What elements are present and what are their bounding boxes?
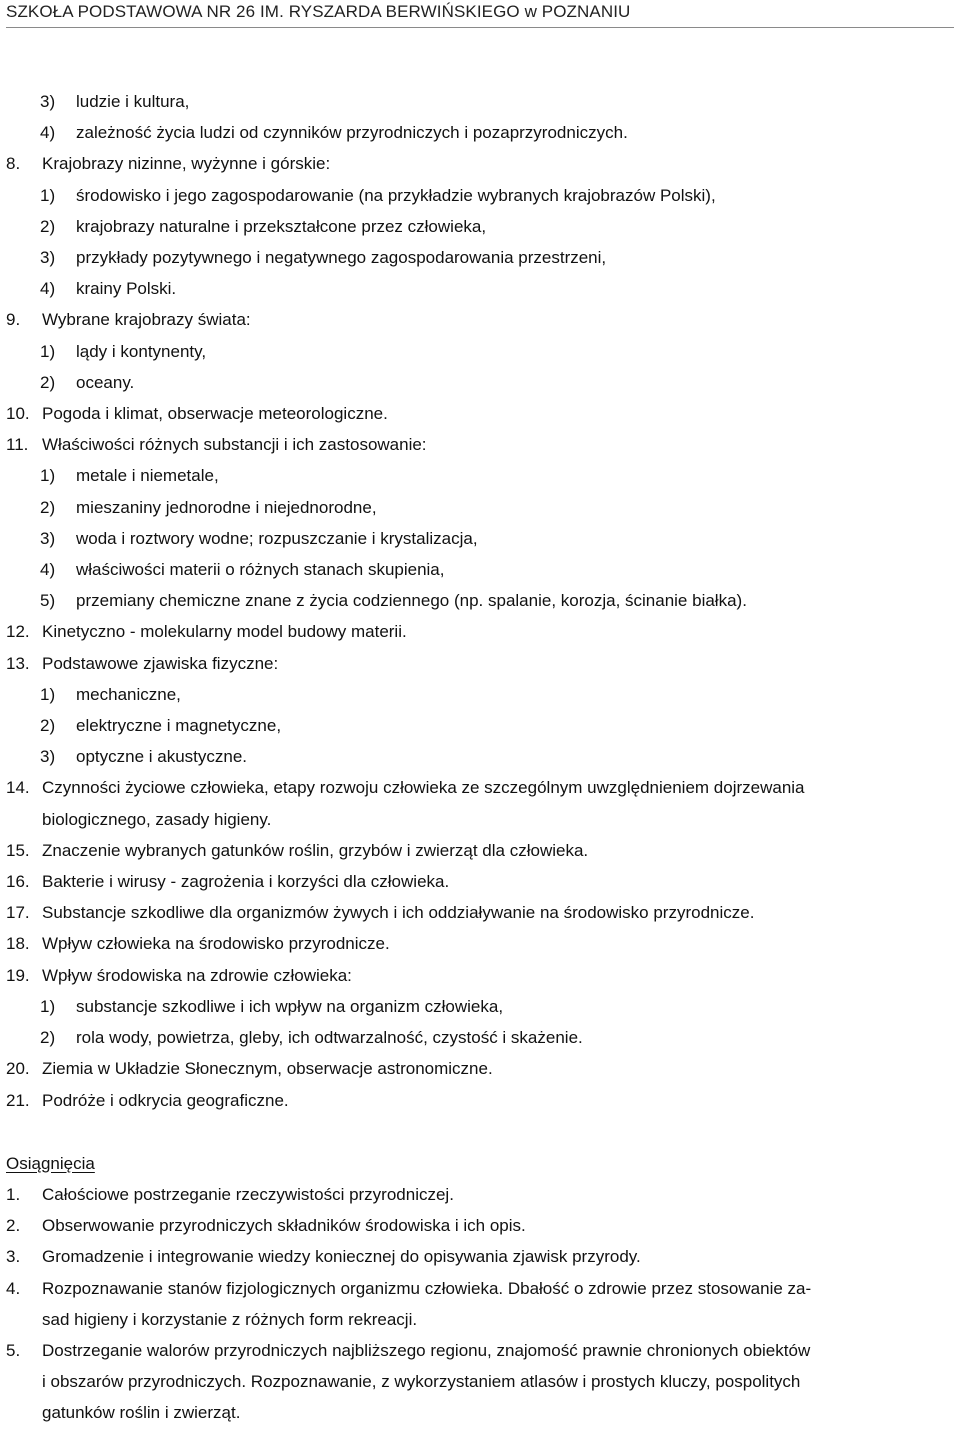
list-item-text: i obszarów przyrodniczych. Rozpoznawanie, z wykorzystaniem atlasów i prostych kluczy, pospolitych [42, 1372, 801, 1392]
list-item-number: 9. [6, 310, 21, 330]
list-item-number: 1) [40, 684, 56, 704]
list-item-text: Obserwowanie przyrodniczych składników środowiska i ich opis. [42, 1216, 526, 1236]
list-item-number: 1. [6, 1184, 21, 1204]
list-item-number: 1) [40, 996, 56, 1016]
list-item-number: 21. [6, 1090, 30, 1110]
list-item-text: Właściwości różnych substancji i ich zastosowanie: [42, 435, 427, 455]
sub-list-item [0, 367, 960, 398]
sub-list-item [0, 1022, 960, 1053]
list-item-text: Rozpoznawanie stanów fizjologicznych organizmu człowieka. Dbałość o zdrowie przez stosowanie za- [42, 1278, 812, 1298]
list-item-text: Wpływ środowiska na zdrowie człowieka: [42, 965, 352, 985]
list-item-text: Gromadzenie i integrowanie wiedzy koniecznej do opisywania zjawisk przyrody. [42, 1247, 641, 1267]
list-item-number: 17. [6, 903, 30, 923]
list-item-number: 10. [6, 404, 30, 424]
list-item-number: 3) [40, 528, 56, 548]
list-item-number: 1) [40, 185, 56, 205]
list-item-text: ludzie i kultura, [76, 92, 190, 111]
list-item-number: 3) [40, 248, 56, 268]
list-item-text: krajobrazy naturalne i przekształcone przez człowieka, [76, 216, 487, 236]
sub-list-item [0, 585, 960, 616]
sub-list-item [0, 336, 960, 367]
list-item-number: 12. [6, 622, 30, 642]
achievements-list [0, 1179, 960, 1429]
list-item-number: 11. [6, 435, 29, 455]
sub-list-item [0, 242, 960, 273]
list-item [0, 1179, 960, 1210]
list-item-number: 3) [40, 747, 56, 767]
list-item-text: Ziemia w Układzie Słonecznym, obserwacje astronomiczne. [42, 1059, 493, 1079]
sub-list-item [0, 460, 960, 491]
list-item-text: Podstawowe zjawiska fizyczne: [42, 653, 279, 673]
list-item-number: 3. [6, 1247, 21, 1267]
list-item-number: 5. [6, 1340, 21, 1360]
list-item-text: Bakterie i wirusy - zagrożenia i korzyści dla człowieka. [42, 872, 450, 892]
list-item-number: 2) [40, 497, 56, 517]
list-item-number: 4) [40, 560, 56, 580]
list-item-continuation [0, 1366, 960, 1397]
list-item [0, 429, 960, 460]
list-item-continuation [0, 804, 960, 835]
list-item-number: 5) [40, 591, 56, 611]
document-body [0, 86, 960, 1429]
list-item-text: elektryczne i magnetyczne, [76, 716, 282, 736]
list-item-text: oceany. [76, 372, 135, 392]
list-item-number: 14. [6, 778, 30, 798]
page-header [6, 0, 954, 28]
list-item [0, 866, 960, 897]
list-item [0, 304, 960, 335]
school-name: SZKOŁA PODSTAWOWA NR 26 IM. RYSZARDA BERWIŃSKIEGO w POZNANIU [6, 2, 631, 21]
list-item-text: Wpływ człowieka na środowisko przyrodnicze. [42, 934, 390, 954]
list-item-number: 1) [40, 341, 56, 361]
list-item-number: 8. [6, 154, 21, 174]
list-item-number: 3) [40, 92, 56, 111]
list-item [0, 960, 960, 991]
list-item-text: Substancje szkodliwe dla organizmów żywych i ich oddziaływanie na środowisko przyrodnicze. [42, 903, 755, 923]
sub-list-item [0, 523, 960, 554]
topic-list [0, 86, 960, 1116]
list-item-continuation [0, 1397, 960, 1428]
list-item-text: optyczne i akustyczne. [76, 747, 248, 767]
list-item-text: Czynności życiowe człowieka, etapy rozwoju człowieka ze szczególnym uwzględnieniem dojrzewania [42, 778, 805, 798]
list-item-text: Pogoda i klimat, obserwacje meteorologiczne. [42, 404, 388, 424]
list-item-text: metale i niemetale, [76, 466, 219, 486]
sub-list-item [0, 117, 960, 148]
list-item [0, 648, 960, 679]
list-item [0, 1085, 960, 1116]
list-item-text: Dostrzeganie walorów przyrodniczych najbliższego regionu, znajomość prawnie chronionych obiektów [42, 1340, 811, 1360]
list-item [0, 1053, 960, 1084]
list-item-text: Podróże i odkrycia geograficzne. [42, 1090, 289, 1110]
sub-list-item [0, 86, 960, 117]
list-item-text: mieszaniny jednorodne i niejednorodne, [76, 497, 377, 517]
list-item-text: gatunków roślin i zwierząt. [42, 1403, 241, 1423]
list-item-text: substancje szkodliwe i ich wpływ na organizm człowieka, [76, 996, 504, 1016]
list-item-text: zależność życia ludzi od czynników przyrodniczych i pozaprzyrodniczych. [76, 123, 628, 143]
list-item-number: 2. [6, 1216, 21, 1236]
list-item [0, 1210, 960, 1241]
sub-list-item [0, 273, 960, 304]
list-item-text: krainy Polski. [76, 279, 177, 299]
list-item-continuation [0, 1304, 960, 1335]
list-item-text: przykłady pozytywnego i negatywnego zagospodarowania przestrzeni, [76, 248, 607, 268]
list-item-text: środowisko i jego zagospodarowanie (na przykładzie wybranych krajobrazów Polski), [76, 185, 716, 205]
achievements-heading: Osiągnięcia [6, 1153, 95, 1173]
section-gap [0, 1116, 960, 1148]
list-item-text: przemiany chemiczne znane z życia codziennego (np. spalanie, korozja, ścinanie białka). [76, 591, 747, 611]
sub-list-item [0, 211, 960, 242]
sub-list-item [0, 991, 960, 1022]
list-item-number: 2) [40, 216, 56, 236]
list-item-text: Całościowe postrzeganie rzeczywistości przyrodniczej. [42, 1184, 454, 1204]
list-item-number: 19. [6, 965, 30, 985]
list-item-number: 2) [40, 1028, 56, 1048]
list-item-number: 1) [40, 466, 56, 486]
list-item-number: 4. [6, 1278, 21, 1298]
list-item-number: 13. [6, 653, 30, 673]
sub-list-item [0, 554, 960, 585]
list-item-text: sad higieny i korzystanie z różnych form rekreacji. [42, 1309, 418, 1329]
list-item-number: 4) [40, 279, 56, 299]
list-item-text: Krajobrazy nizinne, wyżynne i górskie: [42, 154, 331, 174]
list-item-number: 16. [6, 872, 30, 892]
list-item-text: biologicznego, zasady higieny. [42, 809, 272, 829]
sub-list-item [0, 741, 960, 772]
list-item-number: 18. [6, 934, 30, 954]
list-item-text: rola wody, powietrza, gleby, ich odtwarzalność, czystość i skażenie. [76, 1028, 583, 1048]
list-item [0, 1273, 960, 1304]
list-item-number: 20. [6, 1059, 30, 1079]
sub-list-item [0, 492, 960, 523]
list-item [0, 1335, 960, 1366]
list-item-text: lądy i kontynenty, [76, 341, 207, 361]
list-item-number: 15. [6, 840, 30, 860]
list-item [0, 616, 960, 647]
list-item-text: Wybrane krajobrazy świata: [42, 310, 251, 330]
list-item-text: woda i roztwory wodne; rozpuszczanie i krystalizacja, [76, 528, 478, 548]
sub-list-item [0, 180, 960, 211]
list-item-text: mechaniczne, [76, 684, 181, 704]
sub-list-item [0, 710, 960, 741]
list-item [0, 928, 960, 959]
list-item [0, 1241, 960, 1272]
sub-list-item [0, 679, 960, 710]
list-item-number: 2) [40, 716, 56, 736]
list-item-number: 2) [40, 372, 56, 392]
list-item-number: 4) [40, 123, 56, 143]
list-item-text: Kinetyczno - molekularny model budowy materii. [42, 622, 407, 642]
list-item-text: Znaczenie wybranych gatunków roślin, grzybów i zwierząt dla człowieka. [42, 840, 589, 860]
list-item [0, 398, 960, 429]
list-item-text: właściwości materii o różnych stanach skupienia, [76, 560, 445, 580]
list-item [0, 897, 960, 928]
list-item [0, 772, 960, 803]
list-item [0, 835, 960, 866]
list-item [0, 148, 960, 179]
